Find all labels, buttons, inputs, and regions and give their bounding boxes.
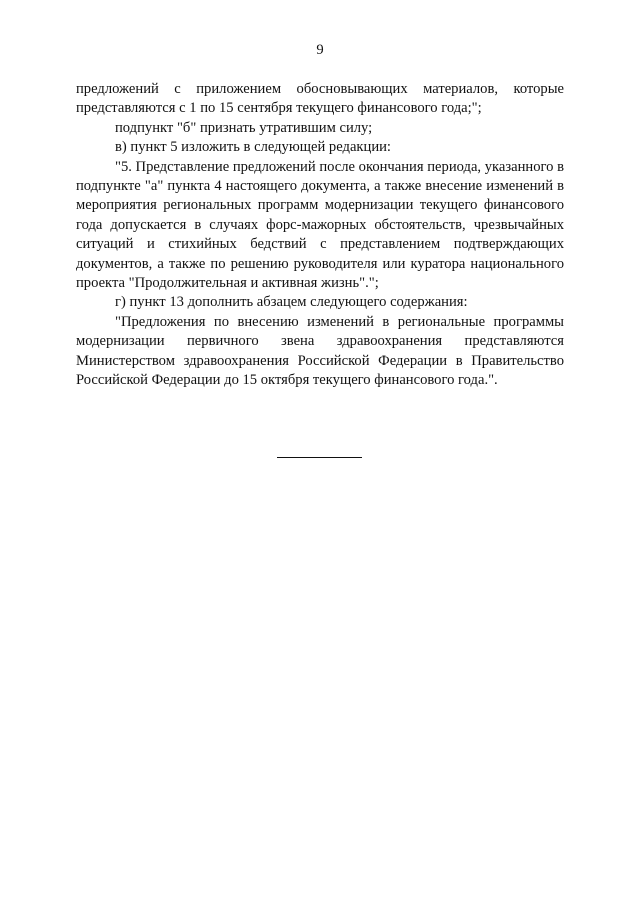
paragraph-continuation: предложений с приложением обосновывающих материалов, которые представляются с 1 по 15 сентября текущего финансового года;"; <box>76 81 564 117</box>
end-separator-line <box>277 457 362 458</box>
paragraph-point-5-text: "5. Представление предложений после окончания периода, указанного в подпункте "а" пункта 4 настоящего документа, а также внесение изменений в мероприятия региональных программ модернизации текущего финансового года допускается в случаях форс-мажорных обстоятельств, чрезвычайных ситуаций и стихийных бедствий с представлением подтверждающих документов, а также по решению руководителя или куратора национального проекта "Продолжительная и активная жизнь"."; <box>76 158 564 292</box>
paragraph-point-13-intro: г) пункт 13 дополнить абзацем следующего содержания: <box>115 294 468 311</box>
paragraph-point-13-text: "Предложения по внесению изменений в региональные программы модернизации первичного звена здравоохранения представляются Министерством здравоохранения Российской Федерации в Правительство Российской Федерации до 15 октября текущего финансового года.". <box>76 313 564 389</box>
page-number: 9 <box>316 42 324 58</box>
document-body <box>76 80 564 391</box>
paragraph-point-5-intro: в) пункт 5 изложить в следующей редакции: <box>115 139 391 156</box>
paragraph-subpoint-b: подпункт "б" признать утратившим силу; <box>115 119 373 136</box>
